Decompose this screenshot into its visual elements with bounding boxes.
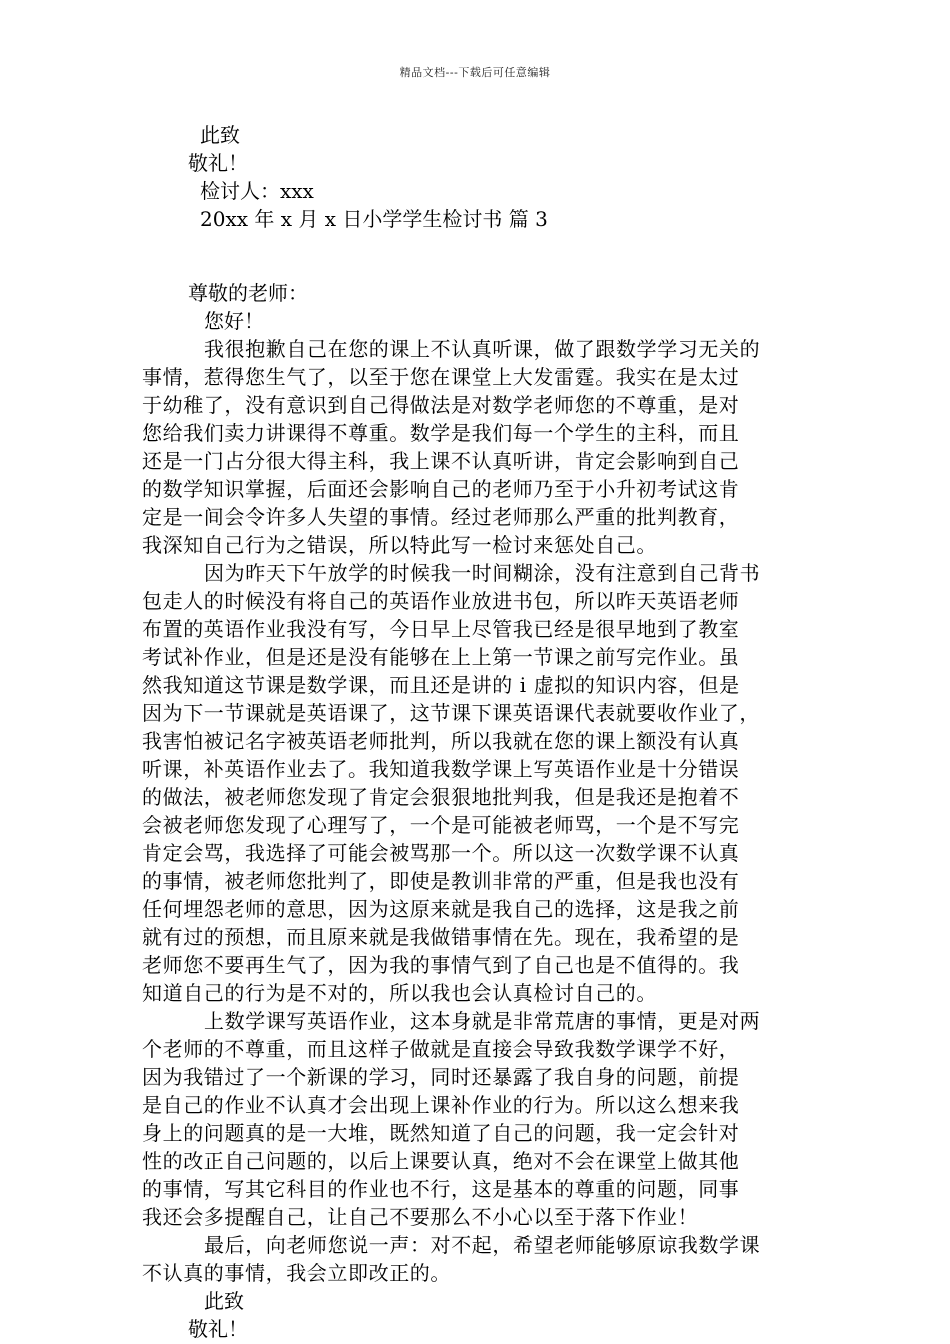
document-body xyxy=(142,121,822,1343)
paragraph-line: 我深知自己行为之错误，所以特此写一检讨来惩处自己。 xyxy=(142,533,657,557)
paragraph-line: 布置的英语作业我没有写，今日早上尽管我已经是很早地到了教室 xyxy=(142,617,740,641)
paragraph-line: 个老师的不尊重，而且这样子做就是直接会导致我数学课学不好， xyxy=(142,1037,740,1061)
paragraph-line: 性的改正自己问题的，以后上课要认真，绝对不会在课堂上做其他 xyxy=(142,1149,740,1173)
paragraph-1 xyxy=(142,335,822,559)
paragraph-line: 老师您不要再生气了，因为我的事情气到了自己也是不值得的。我 xyxy=(142,953,740,977)
paragraph-line: 听课，补英语作业去了。我知道我数学课上写英语作业是十分错误 xyxy=(142,757,740,781)
paragraph-line: 肯定会骂，我选择了可能会被骂那一个。所以这一次数学课不认真 xyxy=(142,841,740,865)
paragraph-line: 然我知道这节课是数学课，而且还是讲的 i 虚拟的知识内容，但是 xyxy=(142,673,740,697)
paragraph-line: 定是一间会令许多人失望的事情。经过老师那么严重的批判教育， xyxy=(142,505,740,529)
paragraph-line: 的数学知识掌握，后面还会影响自己的老师乃至于小升初考试这肯 xyxy=(142,477,740,501)
paragraph-line: 包走人的时候没有将自己的英语作业放进书包，所以昨天英语老师 xyxy=(142,589,740,613)
author-line: 检讨人：xxx xyxy=(200,179,314,203)
paragraph-line: 因为昨天下午放学的时候我一时间糊涂，没有注意到自己背书 xyxy=(204,561,761,585)
paragraph-line: 身上的问题真的是一大堆，既然知道了自己的问题，我一定会针对 xyxy=(142,1121,740,1145)
closing-salute-2: 敬礼！ xyxy=(188,1317,248,1341)
paragraph-line: 我害怕被记名字被英语老师批判，所以我就在您的课上额没有认真 xyxy=(142,729,740,753)
paragraph-line: 任何埋怨老师的意思，因为这原来就是我自己的选择，这是我之前 xyxy=(142,897,740,921)
salute-line-1: 此致 xyxy=(200,123,240,147)
greeting: 尊敬的老师： xyxy=(188,281,308,305)
paragraph-line: 不认真的事情，我会立即改正的。 xyxy=(142,1261,451,1285)
paragraph-line: 的做法，被老师您发现了肯定会狠狠地批判我，但是我还是抱着不 xyxy=(142,785,740,809)
paragraph-line: 考试补作业，但是还是没有能够在上上第一节课之前写完作业。虽 xyxy=(142,645,740,669)
paragraph-line: 上数学课写英语作业，这本身就是非常荒唐的事情，更是对两 xyxy=(204,1009,761,1033)
paragraph-line: 因为下一节课就是英语课了，这节课下课英语课代表就要收作业了， xyxy=(142,701,760,725)
paragraph-line: 知道自己的行为是不对的，所以我也会认真检讨自己的。 xyxy=(142,981,657,1005)
paragraph-line: 最后，向老师您说一声：对不起，希望老师能够原谅我数学课 xyxy=(204,1233,761,1257)
paragraph-line: 就有过的预想，而且原来就是我做错事情在先。现在，我希望的是 xyxy=(142,925,740,949)
salute-line-2: 敬礼！ xyxy=(188,151,248,175)
paragraph-line: 我很抱歉自己在您的课上不认真听课，做了跟数学学习无关的 xyxy=(204,337,761,361)
paragraph-line: 还是一门占分很大得主科，我上课不认真听讲，肯定会影响到自己 xyxy=(142,449,740,473)
paragraph-line: 会被老师您发现了心理写了，一个是可能被老师骂，一个是不写完 xyxy=(142,813,740,837)
paragraph-line: 因为我错过了一个新课的学习，同时还暴露了我自身的问题，前提 xyxy=(142,1065,740,1089)
paragraph-2 xyxy=(142,559,822,1007)
paragraph-3 xyxy=(142,1007,822,1231)
paragraph-line: 事情，惹得您生气了，以至于您在课堂上大发雷霆。我实在是太过 xyxy=(142,365,740,389)
paragraph-4 xyxy=(142,1231,822,1287)
paragraph-line: 的事情，被老师您批判了，即使是教训非常的严重，但是我也没有 xyxy=(142,869,740,893)
hello: 您好！ xyxy=(204,309,264,333)
paragraph-line: 我还会多提醒自己，让自己不要那么不小心以至于落下作业！ xyxy=(142,1205,699,1229)
page-header: 精品文档---下载后可任意编辑 xyxy=(399,66,551,79)
closing-salute-1: 此致 xyxy=(204,1289,244,1313)
date-title-line: 20xx 年 x 月 x 日小学学生检讨书 篇 3 xyxy=(200,207,548,231)
paragraph-line: 您给我们卖力讲课得不尊重。数学是我们每一个学生的主科，而且 xyxy=(142,421,740,445)
paragraph-line: 于幼稚了，没有意识到自己得做法是对数学老师您的不尊重，是对 xyxy=(142,393,740,417)
paragraph-line: 的事情，写其它科目的作业也不行，这是基本的尊重的问题，同事 xyxy=(142,1177,740,1201)
paragraph-line: 是自己的作业不认真才会出现上课补作业的行为。所以这么想来我 xyxy=(142,1093,740,1117)
